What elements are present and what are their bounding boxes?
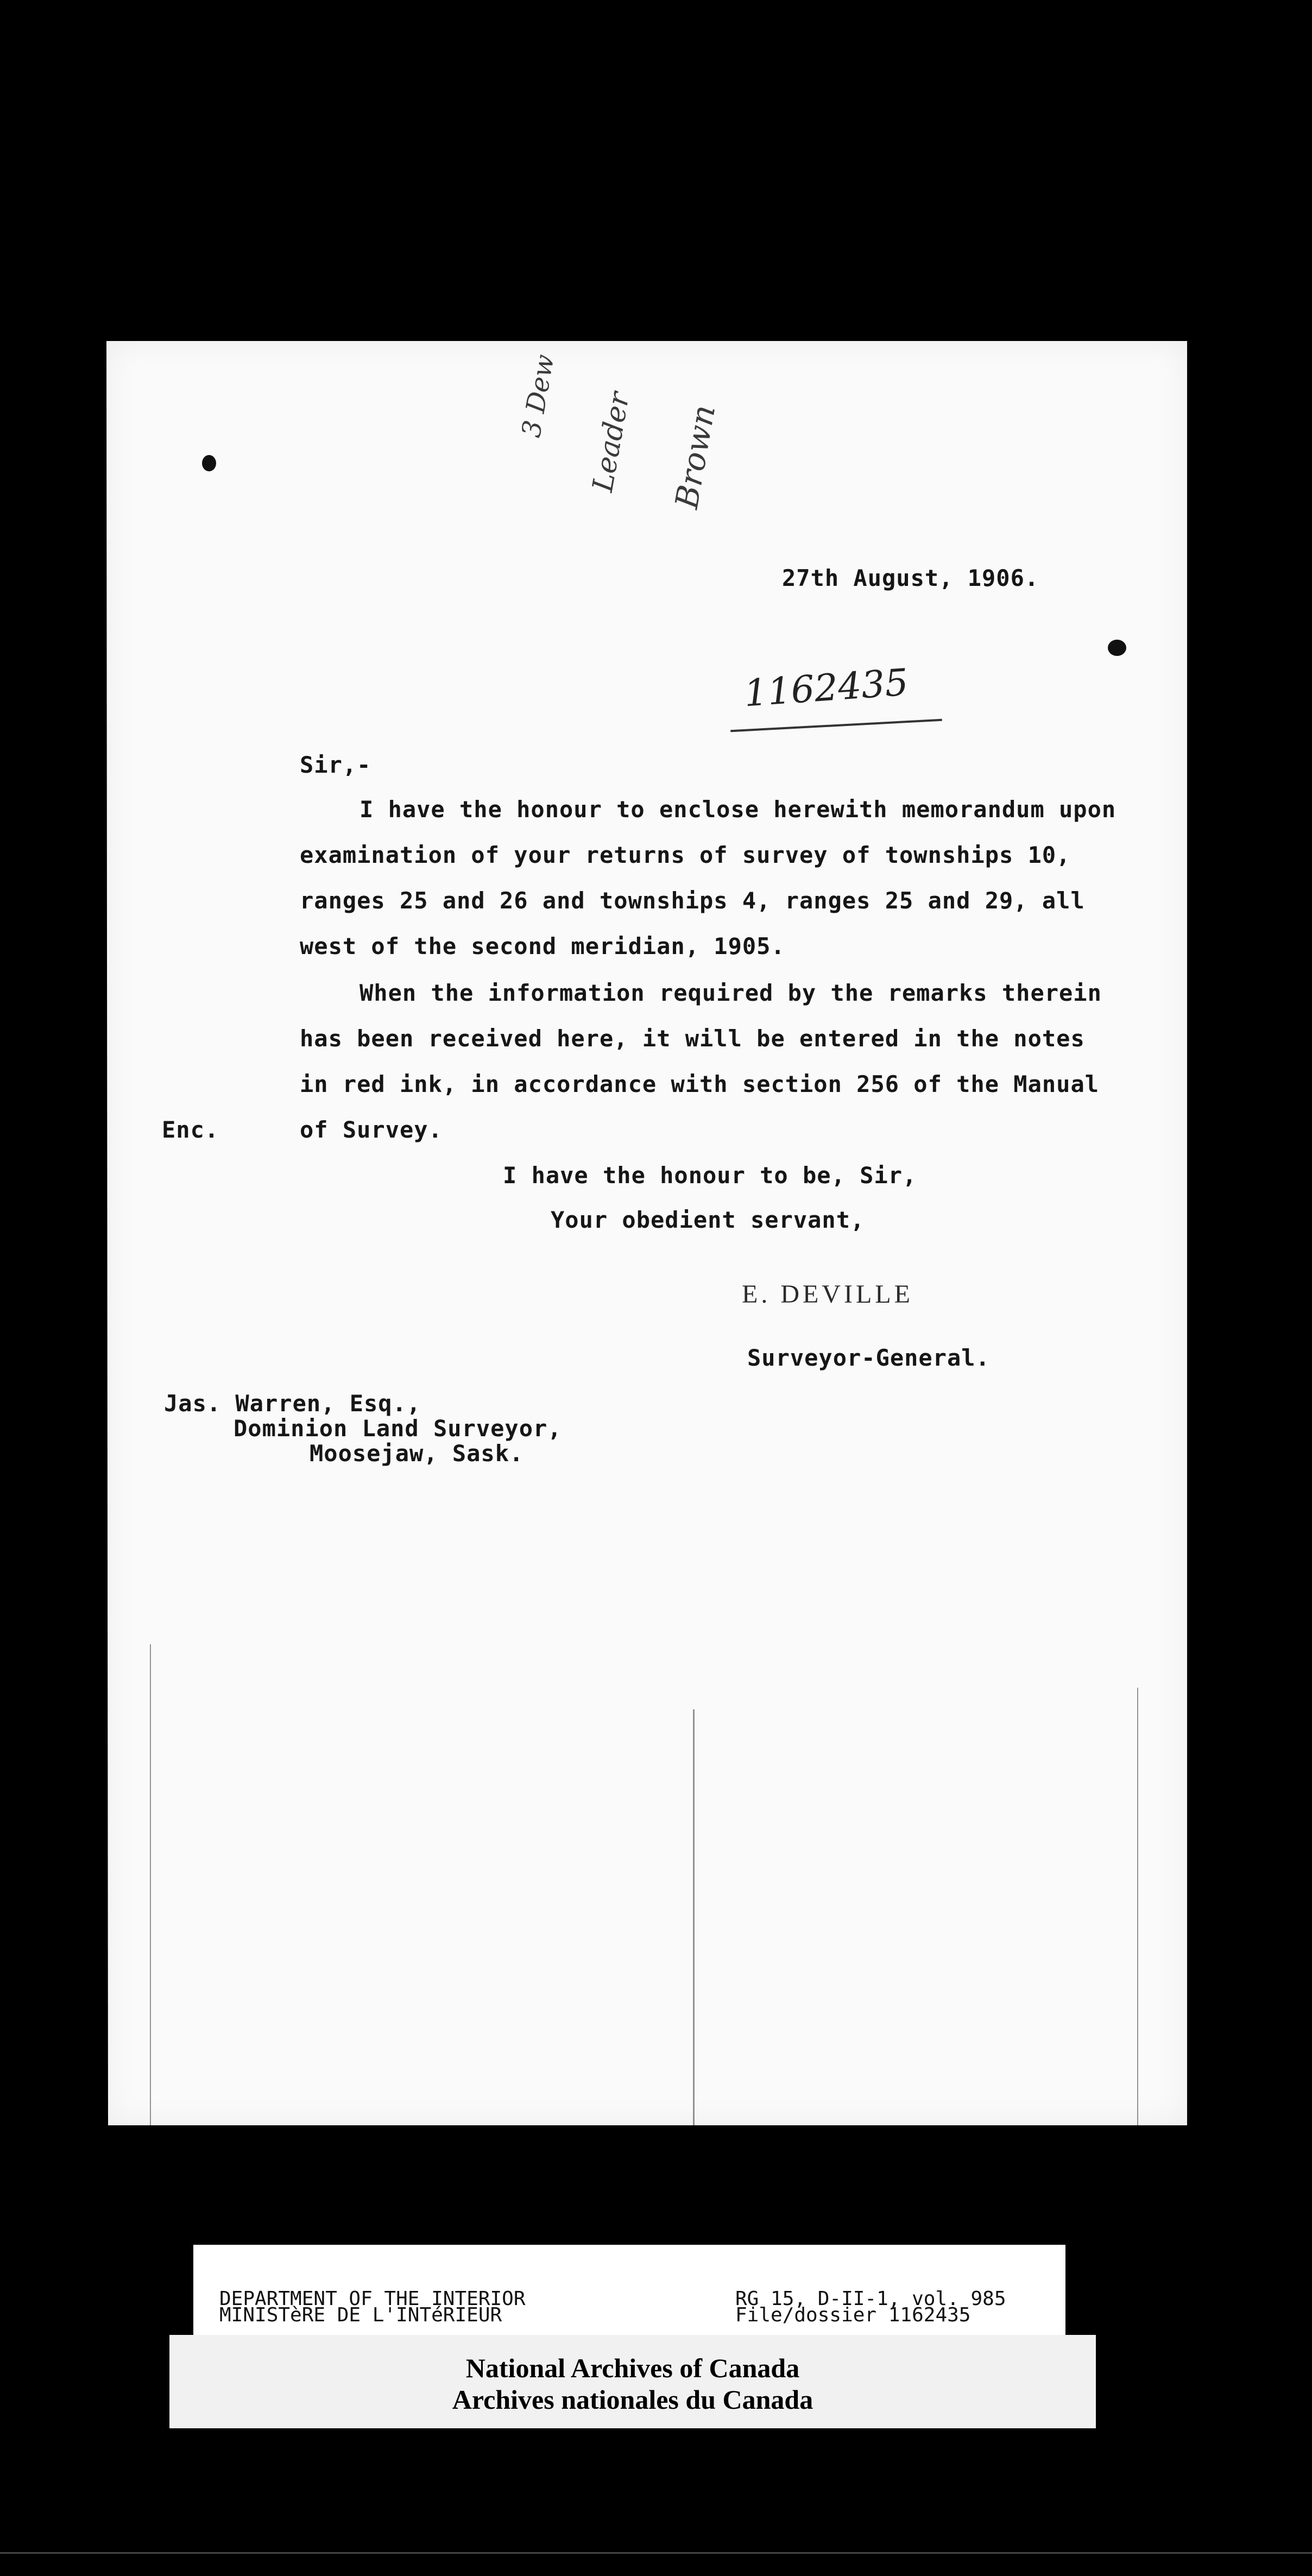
letter-date: 27th August, 1906.: [782, 565, 1039, 591]
marginalia-note: 3 Dew: [516, 352, 560, 440]
closing-line: I have the honour to be, Sir,: [503, 1162, 917, 1189]
archives-name-en: National Archives of Canada: [465, 2353, 800, 2383]
signer-title: Surveyor-General.: [747, 1344, 990, 1371]
body-line: has been received here, it will be entered in the notes: [300, 1025, 1085, 1052]
reference-number: RG 15, D-II-1, vol. 985: [735, 2288, 1006, 2310]
closing-line: Your obedient servant,: [551, 1207, 865, 1233]
recipient-line: Jas. Warren, Esq.,: [164, 1390, 421, 1417]
scan-edge-line: [0, 2552, 1312, 2554]
recipient-line: Moosejaw, Sask.: [310, 1440, 524, 1467]
marginalia-note: Brown: [668, 402, 723, 512]
body-line: ranges 25 and 26 and townships 4, ranges 25 and 29, all: [300, 887, 1085, 914]
body-line: of Survey.: [300, 1116, 443, 1143]
fold-line: [1137, 1688, 1138, 2176]
file-number-handwritten: 1162435: [742, 661, 910, 716]
recipient-line: Dominion Land Surveyor,: [234, 1415, 562, 1442]
archives-name-fr: Archives nationales du Canada: [452, 2384, 813, 2415]
ink-speck: [1108, 640, 1126, 656]
body-line: west of the second meridian, 1905.: [300, 933, 785, 959]
marginalia-note: Leader: [586, 389, 636, 495]
department-en: DEPARTMENT OF THE INTERIOR: [219, 2288, 526, 2310]
body-line: examination of your returns of survey of townships 10,: [300, 842, 1071, 868]
file-dossier-number: File/dossier 1162435: [735, 2304, 971, 2326]
enclosure-note: Enc.: [162, 1116, 219, 1143]
letter-page: [106, 341, 1187, 2125]
body-line: I have the honour to enclose herewith memorandum upon: [359, 796, 1117, 823]
archive-reference-label: [193, 2245, 1065, 2335]
body-line: in red ink, in accordance with section 256 of the Manual: [300, 1071, 1100, 1097]
signature-stamp: E. DEVILLE: [742, 1280, 913, 1309]
body-line: When the information required by the remarks therein: [359, 980, 1102, 1006]
department-fr: MINISTèRE DE L'INTéRIEUR: [219, 2304, 502, 2326]
national-archives-label: [169, 2335, 1096, 2428]
fold-line: [150, 1644, 151, 2133]
ink-speck: [202, 455, 216, 471]
salutation: Sir,-: [300, 752, 371, 778]
